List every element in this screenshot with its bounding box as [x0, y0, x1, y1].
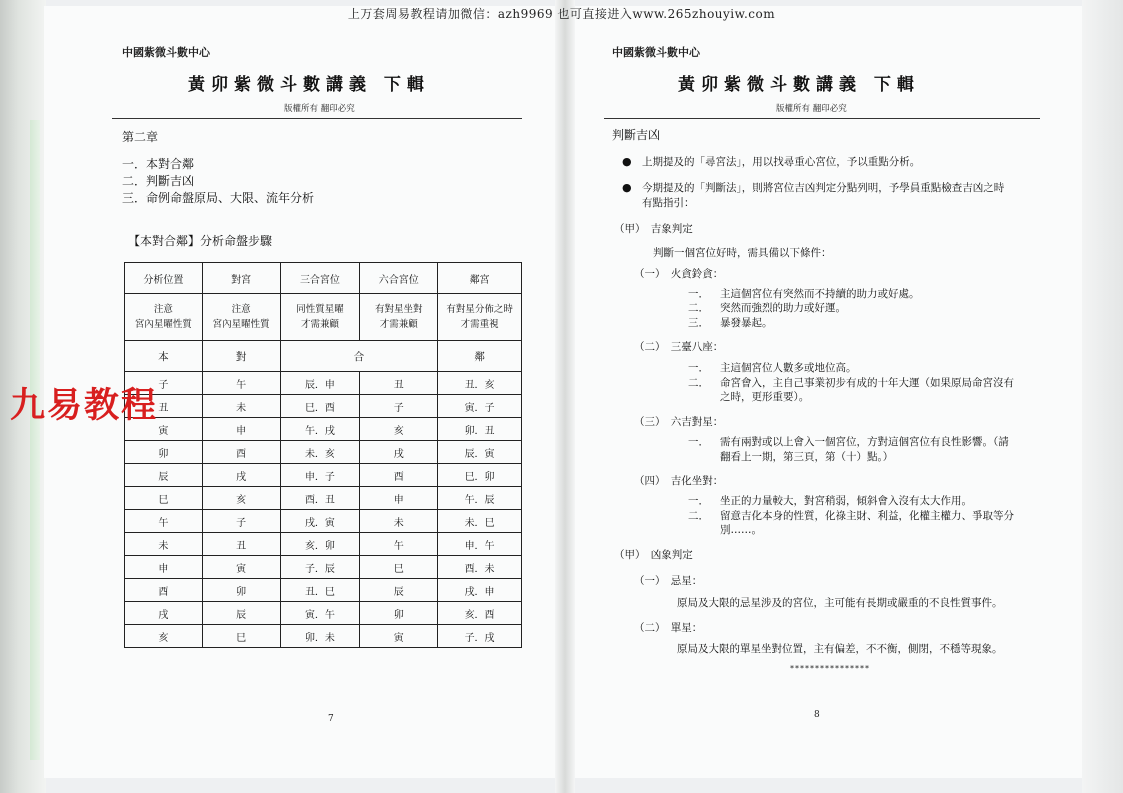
table-cell: 戌	[125, 602, 203, 625]
table-row	[125, 464, 522, 487]
table-cell: 子	[125, 372, 203, 395]
table-cell: 丑．巳	[280, 579, 360, 602]
table-cell: 申	[125, 556, 203, 579]
table-cell: 午	[202, 372, 280, 395]
bullet-dot-icon: ●	[622, 181, 632, 194]
s4-item-text: 留意吉化本身的性質，化祿主財、利益，化權主權力、爭取等分	[720, 510, 1014, 522]
s4-item-text: 別……。	[720, 524, 762, 536]
right-header-rule	[604, 118, 1040, 119]
s2-item-text: 之時，更形重要）。	[720, 391, 810, 403]
table-cell: 酉	[125, 579, 203, 602]
bullet-text-2: 今期提及的「判斷法」，則將宮位吉凶判定分點列明，予學員重點檢查吉凶之時	[642, 182, 1005, 194]
table-cell: 亥．卯	[280, 533, 360, 556]
table-cell: 巳	[202, 625, 280, 648]
table-cell: 寅．午	[280, 602, 360, 625]
table-cell: 子．戌	[438, 625, 522, 648]
table-cell: 申．子	[280, 464, 360, 487]
table-note-cell: 注意 宮內星曜性質	[125, 294, 203, 341]
table-row	[125, 556, 522, 579]
table-cell: 巳	[125, 487, 203, 510]
s4-label: （四） 吉化坐對：	[634, 475, 724, 487]
table-cell: 未．亥	[280, 441, 360, 464]
bullet-dot-icon: ●	[622, 155, 632, 168]
table-cell: 午．辰	[438, 487, 522, 510]
toc-item-3: 三．命例命盤原局、大限、流年分析	[122, 191, 315, 205]
s1-item-text: 暴發暴起。	[720, 317, 773, 329]
table-cell: 丑	[360, 372, 438, 395]
s4-item-num: 一．	[688, 495, 709, 507]
table-cell: 卯．未	[280, 625, 360, 648]
table-cell: 申	[202, 418, 280, 441]
table-cell: 卯	[360, 602, 438, 625]
table-cell: 午	[125, 510, 203, 533]
book-gutter	[555, 0, 575, 793]
table-row	[125, 487, 522, 510]
table-cell: 戌．申	[438, 579, 522, 602]
table-cell: 巳．卯	[438, 464, 522, 487]
table-row	[125, 395, 522, 418]
table-cell: 午	[360, 533, 438, 556]
s2-item-num: 二．	[688, 377, 709, 389]
table-cell: 戌	[360, 441, 438, 464]
table-cell: 戌．寅	[280, 510, 360, 533]
table-note-cell: 注意 宮內星曜性質	[202, 294, 280, 341]
table-cell: 辰	[360, 579, 438, 602]
table-cell: 申	[360, 487, 438, 510]
table-header-cell: 六合宮位	[360, 263, 438, 294]
ji-heading: （甲） 吉象判定	[614, 223, 693, 235]
table-cell: 寅	[202, 556, 280, 579]
table-category-cell: 合	[280, 341, 438, 372]
table-cell: 亥．酉	[438, 602, 522, 625]
s4-item-text: 坐正的力量較大，對宮稍弱，傾斜會入沒有太大作用。	[720, 495, 972, 507]
right-lecture-title: 黃卯紫微斗數講義 下輯	[678, 75, 920, 95]
x1-label: （一） 忌星：	[634, 575, 703, 587]
x1-text: 原局及大限的忌星涉及的宮位，主可能有長期或嚴重的不良性質事件。	[677, 597, 1003, 609]
table-cell: 未	[202, 395, 280, 418]
table-row	[125, 441, 522, 464]
table-row	[125, 418, 522, 441]
s1-item-num: 一．	[688, 288, 709, 300]
table-category-cell: 對	[202, 341, 280, 372]
table-cell: 子．辰	[280, 556, 360, 579]
table-cell: 辰．申	[280, 372, 360, 395]
ji-intro: 判斷一個宮位好時，需具備以下條件：	[653, 247, 832, 259]
table-header-cell: 鄰宮	[438, 263, 522, 294]
s3-item-text: 需有兩對或以上會入一個宮位，方對這個宮位有良性影響。（請	[720, 436, 1009, 448]
table-cell: 卯．丑	[438, 418, 522, 441]
s3-item-text: 翻看上一期，第三頁，第（十）點。）	[720, 451, 894, 463]
s3-item-num: 一．	[688, 436, 709, 448]
table-cell: 亥	[360, 418, 438, 441]
table-cell: 辰．寅	[438, 441, 522, 464]
table-cell: 亥	[202, 487, 280, 510]
table-header-cell: 對宮	[202, 263, 280, 294]
end-stars: ****************	[790, 664, 870, 673]
x2-label: （二） 單星：	[634, 622, 703, 634]
table-cell: 丑	[202, 533, 280, 556]
table-cell: 巳．酉	[280, 395, 360, 418]
table-cell: 辰	[125, 464, 203, 487]
table-row	[125, 602, 522, 625]
table-cell: 酉	[360, 464, 438, 487]
x2-text: 原局及大限的單星坐對位置，主有偏差，不不衡，側閉，不穩等現象。	[677, 643, 1003, 655]
table-row	[125, 579, 522, 602]
table-row	[125, 372, 522, 395]
left-header-rule	[112, 118, 522, 119]
s2-item-text: 主這個宮位人數多或地位高。	[720, 362, 857, 374]
s2-item-text: 命宮會入，主自己事業初步有成的十年大運（如果原局命宮沒有	[720, 377, 1014, 389]
book-edge-right	[1082, 0, 1123, 793]
table-header-row	[125, 263, 522, 294]
s1-label: （一） 火貪鈴貪：	[634, 268, 724, 280]
left-page-number: 7	[328, 714, 334, 724]
table-cell: 戌	[202, 464, 280, 487]
right-heading: 判斷吉凶	[612, 128, 661, 142]
table-cell: 酉．未	[438, 556, 522, 579]
section-heading: 【本對合鄰】分析命盤步驟	[128, 234, 273, 248]
s3-label: （三） 六吉對星：	[634, 416, 724, 428]
table-cell: 酉．丑	[280, 487, 360, 510]
table-cell: 亥	[125, 625, 203, 648]
analysis-table	[124, 262, 522, 648]
left-copyright: 版權所有 翻印必究	[284, 104, 355, 114]
table-row	[125, 533, 522, 556]
table-header-cell: 分析位置	[125, 263, 203, 294]
s1-item-num: 二．	[688, 302, 709, 314]
table-note-cell: 有對星分佈之時 才需重視	[438, 294, 522, 341]
bullet-text-2-cont: 有點指引：	[642, 197, 695, 209]
watermark-text: 九易教程	[10, 386, 159, 426]
table-header-cell: 三合宮位	[280, 263, 360, 294]
right-page	[566, 6, 1082, 778]
table-row	[125, 510, 522, 533]
right-copyright: 版權所有 翻印必究	[776, 104, 847, 114]
table-cell: 寅．子	[438, 395, 522, 418]
table-cell: 酉	[202, 441, 280, 464]
table-note-row	[125, 294, 522, 341]
table-cell: 丑．亥	[438, 372, 522, 395]
table-cell: 卯	[202, 579, 280, 602]
left-lecture-title: 黃卯紫微斗數講義 下輯	[188, 75, 430, 95]
bullet-text-1: 上期提及的「尋宮法」，用以找尋重心宮位，予以重點分析。	[642, 156, 921, 168]
toc-item-1: 一．本對合鄰	[122, 157, 195, 171]
table-category-row	[125, 341, 522, 372]
left-center-mark: 中國紫微斗數中心	[122, 46, 210, 59]
table-cell: 子	[202, 510, 280, 533]
table-cell: 子	[360, 395, 438, 418]
table-cell: 未．巳	[438, 510, 522, 533]
table-cell: 丑	[125, 395, 203, 418]
s2-label: （二） 三臺八座：	[634, 341, 724, 353]
table-cell: 未	[125, 533, 203, 556]
s1-item-text: 突然而強烈的助力或好運。	[720, 302, 846, 314]
table-cell: 午．戌	[280, 418, 360, 441]
page-edge-tint	[30, 120, 40, 760]
table-cell: 未	[360, 510, 438, 533]
table-cell: 巳	[360, 556, 438, 579]
table-category-cell: 本	[125, 341, 203, 372]
chapter-label: 第二章	[122, 130, 159, 144]
table-cell: 申．午	[438, 533, 522, 556]
s1-item-num: 三．	[688, 317, 709, 329]
xiong-heading: （甲） 凶象判定	[614, 549, 693, 561]
table-row	[125, 625, 522, 648]
s1-item-text: 主這個宮位有突然而不持續的助力或好處。	[720, 288, 920, 300]
table-cell: 辰	[202, 602, 280, 625]
s4-item-num: 二．	[688, 510, 709, 522]
table-category-cell: 鄰	[438, 341, 522, 372]
table-note-cell: 有對星坐對 才需兼顧	[360, 294, 438, 341]
toc-item-2: 二．判斷吉凶	[122, 174, 195, 188]
right-center-mark: 中國紫微斗數中心	[612, 46, 700, 59]
s2-item-num: 一．	[688, 362, 709, 374]
table-cell: 卯	[125, 441, 203, 464]
table-cell: 寅	[360, 625, 438, 648]
table-note-cell: 同性質星曜 才需兼顧	[280, 294, 360, 341]
table-body	[125, 372, 522, 648]
top-banner: 上万套周易教程请加微信：azh9969 也可直接进入www.265zhouyiw.com	[347, 7, 776, 21]
table-cell: 寅	[125, 418, 203, 441]
right-page-number: 8	[814, 710, 820, 720]
